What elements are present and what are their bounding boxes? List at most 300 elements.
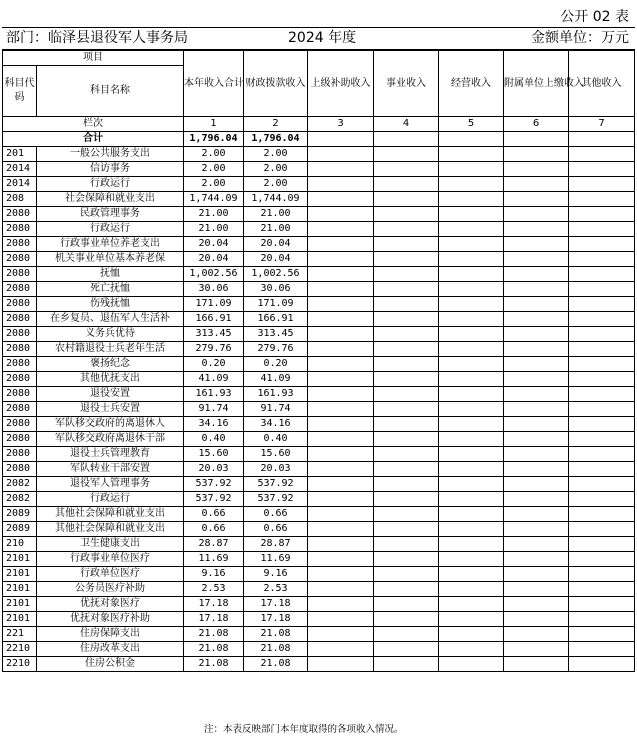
total-income-cell: 2.00: [184, 162, 244, 177]
column-index: 2: [244, 117, 308, 132]
total-income-cell: 17.18: [184, 612, 244, 627]
total-income-cell: 17.18: [184, 597, 244, 612]
other-income-cell: [569, 417, 635, 432]
other-income-cell: [569, 447, 635, 462]
subject-code-cell: 2080: [3, 417, 37, 432]
table-row: [3, 402, 635, 417]
fiscal-income-cell: 20.04: [244, 252, 308, 267]
total-income-cell: 537.92: [184, 492, 244, 507]
affiliated-income-cell: [504, 657, 569, 672]
total-income-cell: 2.00: [184, 177, 244, 192]
subject-name-cell: 一般公共服务支出: [37, 147, 184, 162]
subject-code-cell: 2080: [3, 222, 37, 237]
subject-name-cell: 行政运行: [37, 177, 184, 192]
fiscal-income-cell: 15.60: [244, 447, 308, 462]
other-income-cell: [569, 222, 635, 237]
table-row: [3, 507, 635, 522]
superior-income-cell: [308, 342, 374, 357]
other-income-cell: [569, 597, 635, 612]
table-row: [3, 177, 635, 192]
subject-code-header: 科目代码: [3, 66, 37, 117]
fiscal-income-cell: 34.16: [244, 417, 308, 432]
affiliated-income-cell: [504, 432, 569, 447]
empty-cell: [569, 132, 635, 147]
table-row: [3, 582, 635, 597]
table-row: [3, 417, 635, 432]
business-income-cell: [374, 492, 439, 507]
superior-income-cell: [308, 387, 374, 402]
business-income-cell: [374, 162, 439, 177]
subject-code-cell: 2101: [3, 567, 37, 582]
total-income-cell: 91.74: [184, 402, 244, 417]
subject-name-cell: 公务员医疗补助: [37, 582, 184, 597]
subject-code-cell: 2080: [3, 252, 37, 267]
business-income-cell: [374, 357, 439, 372]
other-income-cell: [569, 312, 635, 327]
subject-code-cell: 2080: [3, 327, 37, 342]
table-row: [3, 207, 635, 222]
col-header-operation: 经营收入: [439, 51, 504, 117]
other-income-cell: [569, 492, 635, 507]
affiliated-income-cell: [504, 642, 569, 657]
affiliated-income-cell: [504, 342, 569, 357]
fiscal-income-cell: 171.09: [244, 297, 308, 312]
superior-income-cell: [308, 477, 374, 492]
fiscal-income-cell: 21.00: [244, 222, 308, 237]
col-header-superior: 上级补助收入: [308, 51, 374, 117]
affiliated-income-cell: [504, 177, 569, 192]
total-income-value: 1,796.04: [184, 132, 244, 147]
col-header-total: 本年收入合计: [184, 51, 244, 117]
other-income-cell: [569, 582, 635, 597]
operation-income-cell: [439, 402, 504, 417]
total-income-cell: 30.06: [184, 282, 244, 297]
subject-code-cell: 2101: [3, 597, 37, 612]
operation-income-cell: [439, 297, 504, 312]
operation-income-cell: [439, 432, 504, 447]
affiliated-income-cell: [504, 597, 569, 612]
superior-income-cell: [308, 282, 374, 297]
total-income-cell: 0.66: [184, 522, 244, 537]
subject-name-cell: 住房公积金: [37, 657, 184, 672]
department-label: 部门：临泽县退役军人事务局: [6, 30, 188, 46]
total-income-cell: 171.09: [184, 297, 244, 312]
report-code: 公开 02 表: [560, 9, 629, 25]
operation-income-cell: [439, 462, 504, 477]
business-income-cell: [374, 417, 439, 432]
other-income-cell: [569, 612, 635, 627]
business-income-cell: [374, 252, 439, 267]
affiliated-income-cell: [504, 327, 569, 342]
business-income-cell: [374, 477, 439, 492]
business-income-cell: [374, 327, 439, 342]
other-income-cell: [569, 207, 635, 222]
table-row: [3, 522, 635, 537]
subject-name-cell: 其他社会保障和就业支出: [37, 522, 184, 537]
total-income-cell: 313.45: [184, 327, 244, 342]
operation-income-cell: [439, 177, 504, 192]
superior-income-cell: [308, 612, 374, 627]
column-index: 4: [374, 117, 439, 132]
other-income-cell: [569, 297, 635, 312]
total-income-cell: 161.93: [184, 387, 244, 402]
business-income-cell: [374, 372, 439, 387]
other-income-cell: [569, 537, 635, 552]
fiscal-income-cell: 21.08: [244, 657, 308, 672]
other-income-cell: [569, 357, 635, 372]
operation-income-cell: [439, 147, 504, 162]
subject-name-cell: 住房改革支出: [37, 642, 184, 657]
column-index: 7: [569, 117, 635, 132]
subject-code-cell: 2082: [3, 477, 37, 492]
operation-income-cell: [439, 477, 504, 492]
operation-income-cell: [439, 567, 504, 582]
other-income-cell: [569, 552, 635, 567]
total-income-cell: 537.92: [184, 477, 244, 492]
table-body: [3, 147, 635, 672]
total-income-cell: 0.20: [184, 357, 244, 372]
subject-code-cell: 2080: [3, 462, 37, 477]
total-income-cell: 21.08: [184, 627, 244, 642]
table-row: [3, 147, 635, 162]
superior-income-cell: [308, 207, 374, 222]
operation-income-cell: [439, 537, 504, 552]
superior-income-cell: [308, 222, 374, 237]
subject-code-cell: 2080: [3, 357, 37, 372]
table-row: [3, 477, 635, 492]
total-income-cell: 21.08: [184, 657, 244, 672]
fiscal-income-cell: 0.20: [244, 357, 308, 372]
subject-code-cell: 2080: [3, 297, 37, 312]
subject-code-cell: 2014: [3, 162, 37, 177]
table-row: [3, 222, 635, 237]
subject-name-cell: 退役安置: [37, 387, 184, 402]
affiliated-income-cell: [504, 312, 569, 327]
affiliated-income-cell: [504, 162, 569, 177]
operation-income-cell: [439, 552, 504, 567]
other-income-cell: [569, 162, 635, 177]
fiscal-income-cell: 91.74: [244, 402, 308, 417]
total-label: 合计: [3, 132, 184, 147]
business-income-cell: [374, 402, 439, 417]
superior-income-cell: [308, 297, 374, 312]
subject-name-cell: 卫生健康支出: [37, 537, 184, 552]
operation-income-cell: [439, 492, 504, 507]
affiliated-income-cell: [504, 147, 569, 162]
total-income-cell: 1,002.56: [184, 267, 244, 282]
total-income-cell: 20.03: [184, 462, 244, 477]
other-income-cell: [569, 627, 635, 642]
other-income-cell: [569, 372, 635, 387]
business-income-cell: [374, 207, 439, 222]
affiliated-income-cell: [504, 612, 569, 627]
table-row: [3, 267, 635, 282]
operation-income-cell: [439, 327, 504, 342]
fiscal-income-cell: 0.66: [244, 522, 308, 537]
superior-income-cell: [308, 447, 374, 462]
table-row: [3, 312, 635, 327]
superior-income-cell: [308, 552, 374, 567]
other-income-cell: [569, 342, 635, 357]
subject-name-cell: 民政管理事务: [37, 207, 184, 222]
subject-name-cell: 住房保障支出: [37, 627, 184, 642]
superior-income-cell: [308, 162, 374, 177]
affiliated-income-cell: [504, 447, 569, 462]
operation-income-cell: [439, 447, 504, 462]
superior-income-cell: [308, 462, 374, 477]
business-income-cell: [374, 582, 439, 597]
superior-income-cell: [308, 507, 374, 522]
total-income-cell: 34.16: [184, 417, 244, 432]
subject-code-cell: 2080: [3, 237, 37, 252]
empty-cell: [374, 132, 439, 147]
table-row: [3, 372, 635, 387]
fiscal-income-cell: 17.18: [244, 597, 308, 612]
table-row: [3, 432, 635, 447]
subject-code-cell: 2080: [3, 282, 37, 297]
total-income-cell: 15.60: [184, 447, 244, 462]
business-income-cell: [374, 237, 439, 252]
business-income-cell: [374, 297, 439, 312]
fiscal-income-cell: 537.92: [244, 477, 308, 492]
operation-income-cell: [439, 627, 504, 642]
total-income-cell: 279.76: [184, 342, 244, 357]
operation-income-cell: [439, 387, 504, 402]
subject-name-cell: 军队转业干部安置: [37, 462, 184, 477]
table-row: [3, 462, 635, 477]
superior-income-cell: [308, 327, 374, 342]
affiliated-income-cell: [504, 477, 569, 492]
column-index: 3: [308, 117, 374, 132]
subject-name-cell: 机关事业单位基本养老保: [37, 252, 184, 267]
subject-name-cell: 义务兵优待: [37, 327, 184, 342]
total-income-cell: 21.08: [184, 642, 244, 657]
superior-income-cell: [308, 432, 374, 447]
affiliated-income-cell: [504, 402, 569, 417]
other-income-cell: [569, 477, 635, 492]
business-income-cell: [374, 177, 439, 192]
superior-income-cell: [308, 252, 374, 267]
business-income-cell: [374, 447, 439, 462]
subject-code-cell: 210: [3, 537, 37, 552]
subject-code-cell: 2080: [3, 387, 37, 402]
fiscal-income-cell: 166.91: [244, 312, 308, 327]
table-row: [3, 597, 635, 612]
operation-income-cell: [439, 657, 504, 672]
item-header: 项目: [3, 51, 184, 66]
other-income-cell: [569, 462, 635, 477]
fiscal-income-cell: 21.00: [244, 207, 308, 222]
business-income-cell: [374, 612, 439, 627]
subject-name-cell: 其他优抚支出: [37, 372, 184, 387]
fiscal-income-cell: 21.08: [244, 642, 308, 657]
table-row: [3, 492, 635, 507]
column-index: 1: [184, 117, 244, 132]
subject-name-cell: 在乡复员、退伍军人生活补: [37, 312, 184, 327]
superior-income-cell: [308, 657, 374, 672]
affiliated-income-cell: [504, 267, 569, 282]
other-income-cell: [569, 432, 635, 447]
affiliated-income-cell: [504, 522, 569, 537]
table-row: [3, 642, 635, 657]
business-income-cell: [374, 432, 439, 447]
subject-code-cell: 2210: [3, 642, 37, 657]
table-row: [3, 387, 635, 402]
affiliated-income-cell: [504, 237, 569, 252]
affiliated-income-cell: [504, 387, 569, 402]
operation-income-cell: [439, 252, 504, 267]
superior-income-cell: [308, 642, 374, 657]
fiscal-income-cell: 1,744.09: [244, 192, 308, 207]
column-index: 5: [439, 117, 504, 132]
affiliated-income-cell: [504, 207, 569, 222]
other-income-cell: [569, 657, 635, 672]
top-divider: [2, 27, 635, 28]
affiliated-income-cell: [504, 297, 569, 312]
fiscal-income-cell: 537.92: [244, 492, 308, 507]
fiscal-income-cell: 20.03: [244, 462, 308, 477]
table-row: [3, 297, 635, 312]
other-income-cell: [569, 642, 635, 657]
subject-name-cell: 褒扬纪念: [37, 357, 184, 372]
operation-income-cell: [439, 522, 504, 537]
superior-income-cell: [308, 192, 374, 207]
subject-code-cell: 2080: [3, 372, 37, 387]
operation-income-cell: [439, 162, 504, 177]
subject-code-cell: 2210: [3, 657, 37, 672]
column-index-label: 栏次: [3, 117, 184, 132]
operation-income-cell: [439, 222, 504, 237]
other-income-cell: [569, 387, 635, 402]
total-income-cell: 41.09: [184, 372, 244, 387]
business-income-cell: [374, 552, 439, 567]
subject-code-cell: 2082: [3, 492, 37, 507]
superior-income-cell: [308, 237, 374, 252]
subject-name-cell: 其他社会保障和就业支出: [37, 507, 184, 522]
fiscal-income-cell: 41.09: [244, 372, 308, 387]
affiliated-income-cell: [504, 192, 569, 207]
affiliated-income-cell: [504, 582, 569, 597]
table-row: [3, 357, 635, 372]
business-income-cell: [374, 567, 439, 582]
superior-income-cell: [308, 522, 374, 537]
empty-cell: [439, 132, 504, 147]
subject-name-cell: 退役军人管理事务: [37, 477, 184, 492]
superior-income-cell: [308, 267, 374, 282]
other-income-cell: [569, 192, 635, 207]
other-income-cell: [569, 237, 635, 252]
operation-income-cell: [439, 207, 504, 222]
total-income-cell: 21.00: [184, 222, 244, 237]
affiliated-income-cell: [504, 222, 569, 237]
subject-code-cell: 2080: [3, 267, 37, 282]
unit-label: 金额单位：万元: [531, 30, 629, 46]
superior-income-cell: [308, 492, 374, 507]
table-row: [3, 237, 635, 252]
superior-income-cell: [308, 312, 374, 327]
superior-income-cell: [308, 402, 374, 417]
operation-income-cell: [439, 582, 504, 597]
business-income-cell: [374, 312, 439, 327]
affiliated-income-cell: [504, 567, 569, 582]
affiliated-income-cell: [504, 282, 569, 297]
year-label: 2024 年度: [288, 30, 357, 46]
operation-income-cell: [439, 312, 504, 327]
operation-income-cell: [439, 342, 504, 357]
subject-code-cell: 2080: [3, 207, 37, 222]
affiliated-income-cell: [504, 627, 569, 642]
affiliated-income-cell: [504, 372, 569, 387]
fiscal-income-cell: 2.53: [244, 582, 308, 597]
fiscal-income-cell: 20.04: [244, 237, 308, 252]
superior-income-cell: [308, 147, 374, 162]
subject-name-cell: 伤残抚恤: [37, 297, 184, 312]
other-income-cell: [569, 267, 635, 282]
subject-name-cell: 死亡抚恤: [37, 282, 184, 297]
subject-code-cell: 2080: [3, 432, 37, 447]
total-income-cell: 20.04: [184, 237, 244, 252]
operation-income-cell: [439, 192, 504, 207]
subject-name-cell: 行政事业单位医疗: [37, 552, 184, 567]
subject-name-cell: 抚恤: [37, 267, 184, 282]
fiscal-income-cell: 30.06: [244, 282, 308, 297]
col-header-fiscal: 财政拨款收入: [244, 51, 308, 117]
column-index: 6: [504, 117, 569, 132]
affiliated-income-cell: [504, 462, 569, 477]
business-income-cell: [374, 462, 439, 477]
affiliated-income-cell: [504, 537, 569, 552]
fiscal-income-cell: 2.00: [244, 162, 308, 177]
subject-name-cell: 退役士兵管理教育: [37, 447, 184, 462]
business-income-cell: [374, 342, 439, 357]
total-income-cell: 1,744.09: [184, 192, 244, 207]
business-income-cell: [374, 387, 439, 402]
fiscal-income-cell: 313.45: [244, 327, 308, 342]
subject-name-cell: 优抚对象医疗补助: [37, 612, 184, 627]
subject-code-cell: 221: [3, 627, 37, 642]
subject-name-cell: 行政运行: [37, 222, 184, 237]
operation-income-cell: [439, 372, 504, 387]
business-income-cell: [374, 627, 439, 642]
fiscal-income-cell: 0.66: [244, 507, 308, 522]
business-income-cell: [374, 522, 439, 537]
table-row: [3, 612, 635, 627]
business-income-cell: [374, 282, 439, 297]
subject-name-cell: 军队移交政府离退休干部: [37, 432, 184, 447]
subject-code-cell: 2080: [3, 342, 37, 357]
other-income-cell: [569, 567, 635, 582]
business-income-cell: [374, 537, 439, 552]
total-income-cell: 28.87: [184, 537, 244, 552]
col-header-other: 其他收入: [569, 51, 635, 117]
subject-name-cell: 信访事务: [37, 162, 184, 177]
fiscal-income-cell: 21.08: [244, 627, 308, 642]
subject-code-cell: 2101: [3, 552, 37, 567]
operation-income-cell: [439, 357, 504, 372]
subject-name-cell: 退役士兵安置: [37, 402, 184, 417]
table-row: [3, 552, 635, 567]
business-income-cell: [374, 222, 439, 237]
fiscal-income-cell: 11.69: [244, 552, 308, 567]
affiliated-income-cell: [504, 357, 569, 372]
affiliated-income-cell: [504, 507, 569, 522]
total-income-cell: 21.00: [184, 207, 244, 222]
table-row: [3, 657, 635, 672]
subject-name-cell: 行政单位医疗: [37, 567, 184, 582]
fiscal-income-cell: 2.00: [244, 177, 308, 192]
fiscal-income-cell: 161.93: [244, 387, 308, 402]
income-table: [2, 50, 635, 672]
